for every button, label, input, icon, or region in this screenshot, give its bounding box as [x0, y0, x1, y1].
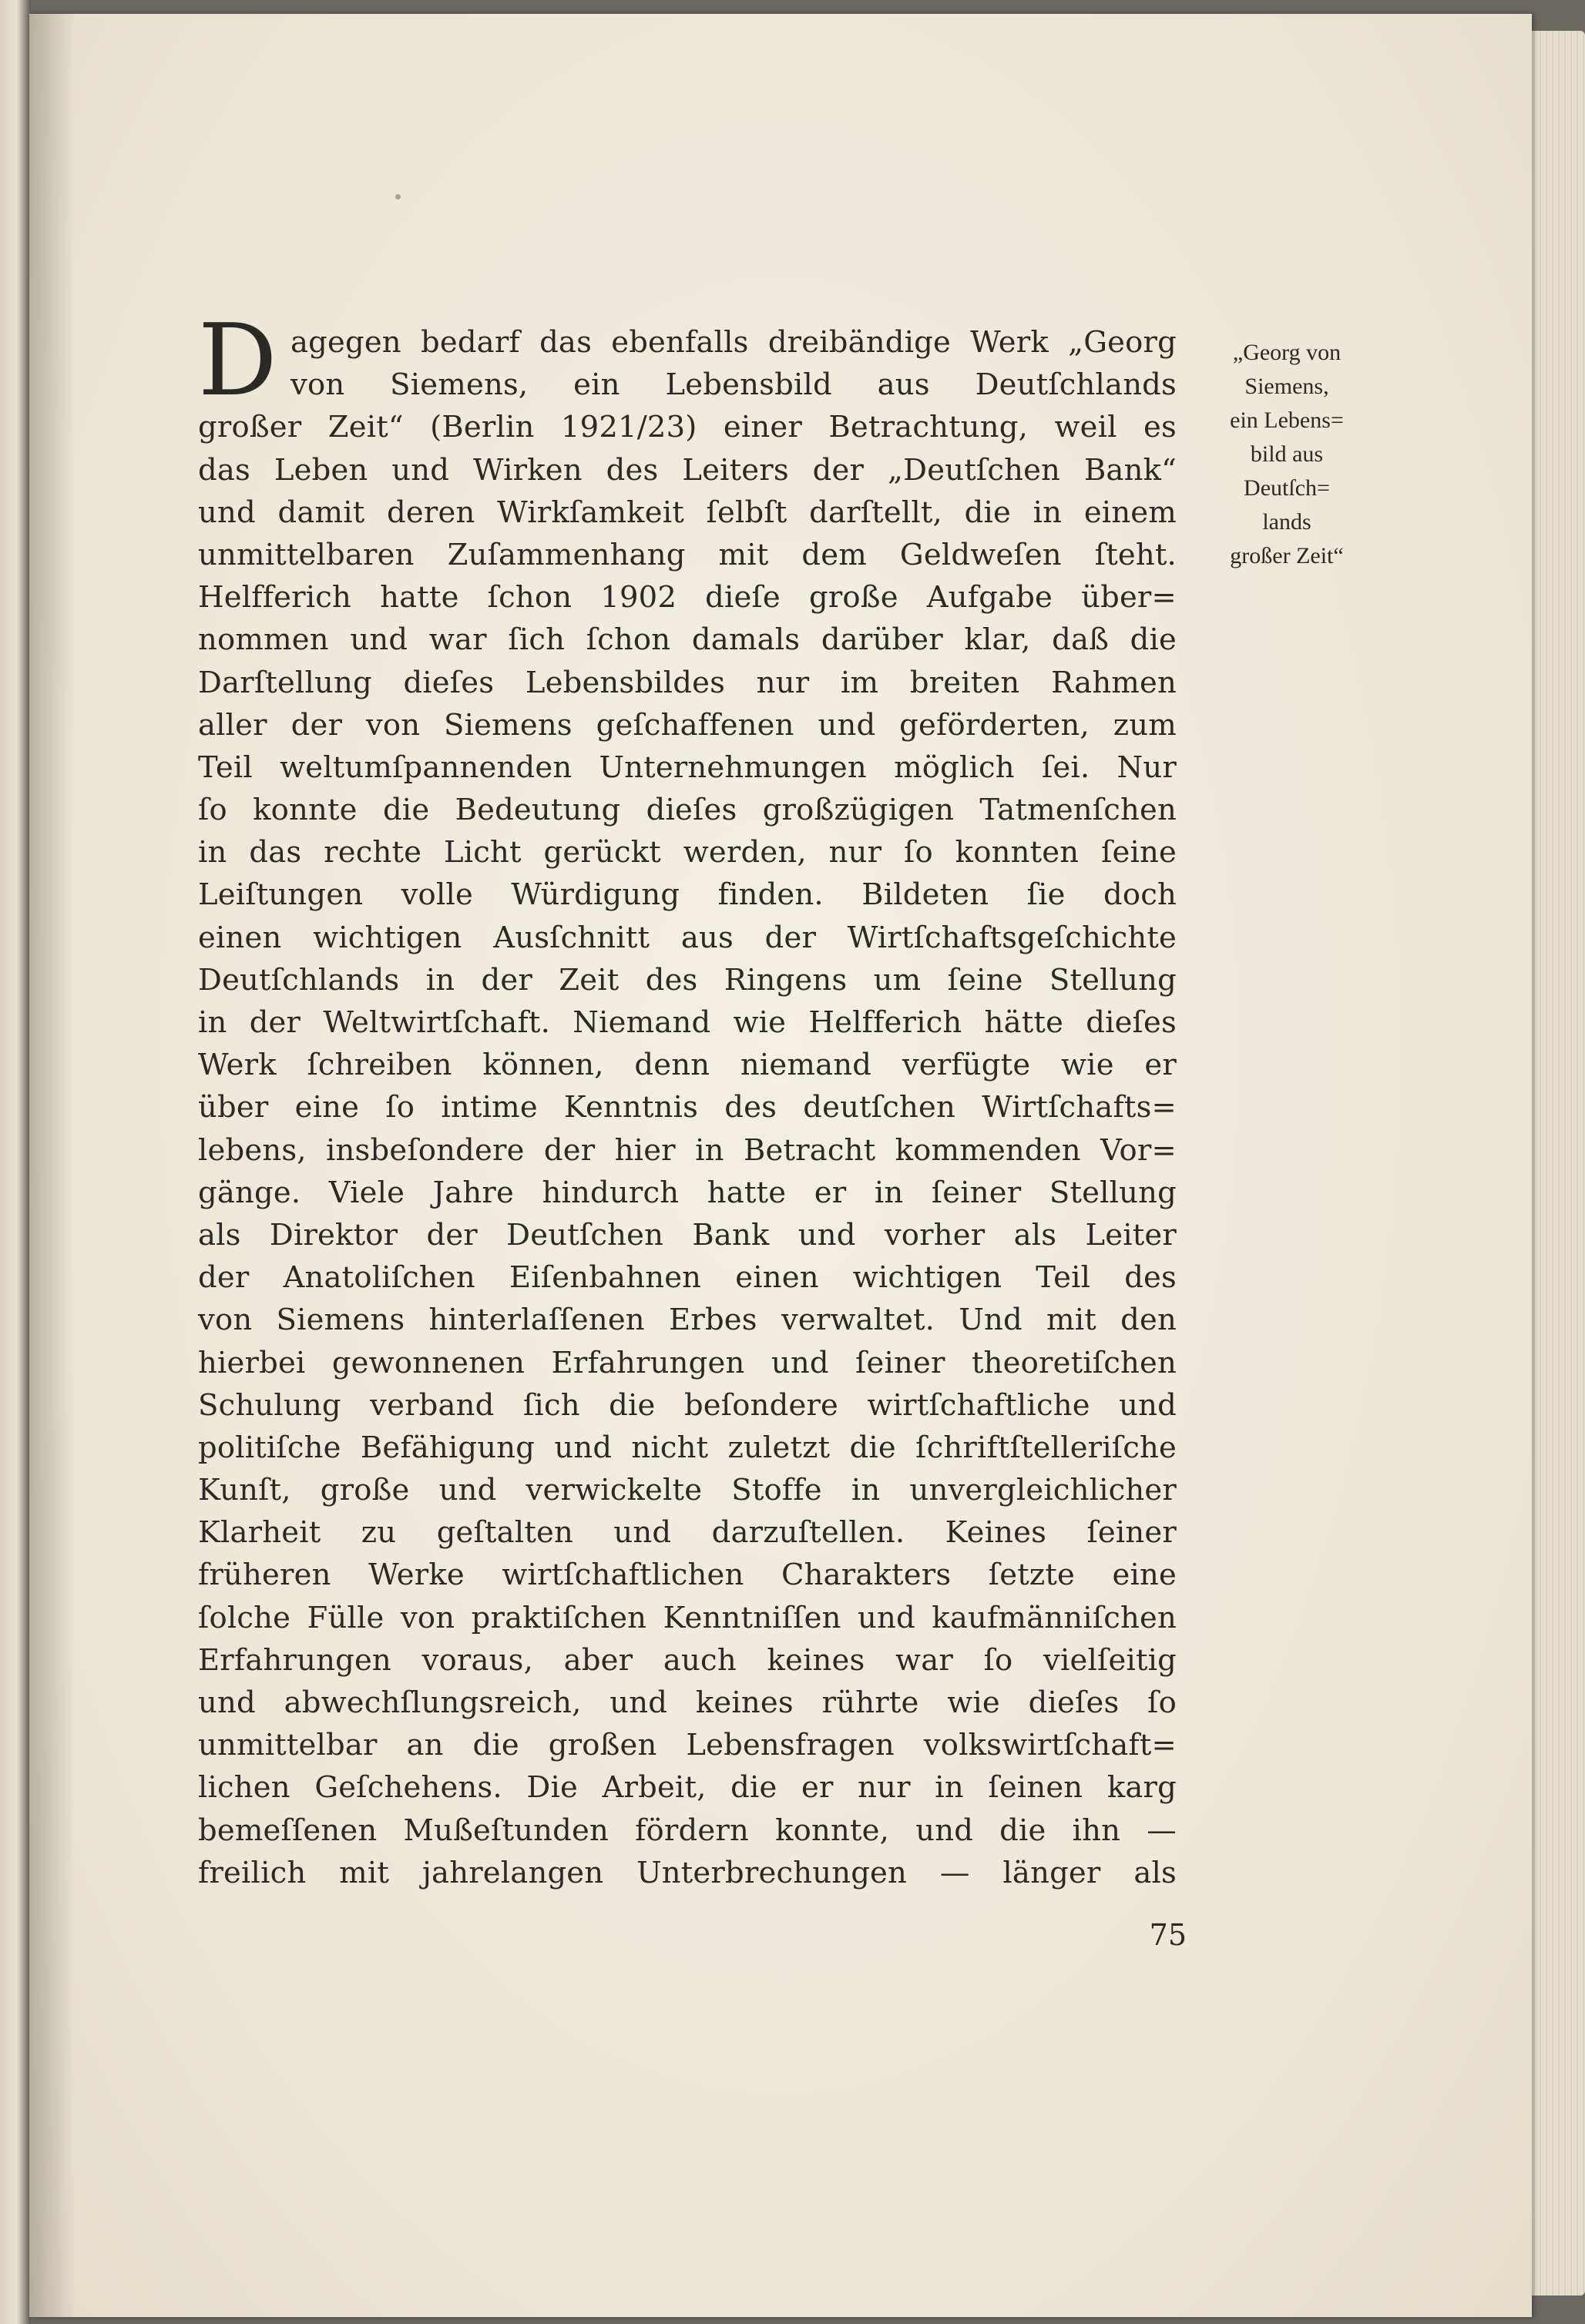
- marginal-note: [1202, 336, 1372, 573]
- facing-page-edge: [0, 0, 31, 2324]
- marginal-note-line: Deutſch=: [1244, 475, 1330, 501]
- text-line: Helfferich hatte ſchon 1902 dieſe große Aufgabe über=: [198, 580, 1177, 615]
- text-line: und abwechſlungsreich, und keines rührte wie dieſes ſo: [198, 1685, 1177, 1720]
- marginal-note-line: bild aus: [1250, 441, 1324, 467]
- page-number: 75: [1149, 1918, 1187, 1952]
- text-line: Schulung verband ſich die beſondere wirtſchaftliche und: [198, 1387, 1177, 1423]
- text-line: aller der von Siemens geſchaffenen und geförderten, zum: [198, 707, 1177, 743]
- text-line: gänge. Viele Jahre hindurch hatte er in ſeiner Stellung: [198, 1175, 1177, 1210]
- text-line: Werk ſchreiben können, denn niemand verfügte wie er: [198, 1048, 1177, 1083]
- drop-cap: D: [198, 303, 277, 418]
- paper-speck: [395, 194, 401, 200]
- marginal-note-line: großer Zeit“: [1230, 543, 1344, 568]
- text-line: in der Weltwirtſchaft. Niemand wie Helfferich hätte dieſes: [198, 1005, 1177, 1040]
- text-line: großer Zeit“ (Berlin 1921/23) einer Betrachtung, weil es: [198, 410, 1177, 445]
- gutter-shadow: [29, 14, 76, 2317]
- text-line: politiſche Befähigung und nicht zuletzt die ſchriftſtelleriſche: [198, 1430, 1177, 1465]
- text-line: in das rechte Licht gerückt werden, nur ſo konnten ſeine: [198, 835, 1177, 870]
- text-line: Teil weltumſpannenden Unternehmungen möglich ſei. Nur: [198, 750, 1177, 785]
- body-paragraph: [198, 303, 1177, 1894]
- text-line: agegen bedarf das ebenfalls dreibändige Werk „Georg: [290, 325, 1177, 360]
- text-line: unmittelbar an die großen Lebensfragen volkswirtſchaft=: [198, 1728, 1177, 1763]
- text-line: lichen Geſchehens. Die Arbeit, die er nur in ſeinen karg: [198, 1770, 1177, 1806]
- marginal-note-line: Siemens,: [1244, 374, 1329, 399]
- text-line: als Direktor der Deutſchen Bank und vorher als Leiter: [198, 1217, 1177, 1253]
- text-line: das Leben und Wirken des Leiters der „Deutſchen Bank“: [198, 452, 1177, 488]
- text-line: von Siemens, ein Lebensbild aus Deutſchlands: [290, 367, 1177, 403]
- text-line: hierbei gewonnenen Erfahrungen und ſeiner theoretiſchen: [198, 1345, 1177, 1380]
- text-line: und damit deren Wirkſamkeit ſelbſt darſtellt, die in einem: [198, 495, 1177, 530]
- text-line: bemeſſenen Mußeſtunden fördern konnte, und die ihn —: [198, 1813, 1177, 1848]
- text-line: ſo konnte die Bedeutung dieſes großzügigen Tatmenſchen: [198, 793, 1177, 828]
- text-line: Darſtellung dieſes Lebensbildes nur im breiten Rahmen: [198, 665, 1177, 700]
- text-line: unmittelbaren Zuſammenhang mit dem Geldweſen ſteht.: [198, 537, 1177, 572]
- text-line: Leiſtungen volle Würdigung finden. Bildeten ſie doch: [198, 877, 1177, 913]
- text-line: Deutſchlands in der Zeit des Ringens um ſeine Stellung: [198, 962, 1177, 998]
- text-line: Klarheit zu geſtalten und darzuſtellen. Keines ſeiner: [198, 1515, 1177, 1551]
- marginal-note-line: lands: [1262, 509, 1311, 535]
- text-line: einen wichtigen Ausſchnitt aus der Wirtſchaftsgeſchichte: [198, 920, 1177, 955]
- text-line: über eine ſo intime Kenntnis des deutſchen Wirtſchafts=: [198, 1090, 1177, 1125]
- text-line: der Anatoliſchen Eiſenbahnen einen wichtigen Teil des: [198, 1260, 1177, 1296]
- text-line: Kunſt, große und verwickelte Stoffe in unvergleichlicher: [198, 1473, 1177, 1508]
- text-line: Erfahrungen voraus, aber auch keines war ſo vielſeitig: [198, 1642, 1177, 1678]
- text-line: nommen und war ſich ſchon damals darüber klar, daß die: [198, 622, 1177, 658]
- text-line: lebens, insbeſondere der hier in Betracht kommenden Vor=: [198, 1132, 1177, 1168]
- marginal-note-line: ein Lebens=: [1230, 407, 1344, 433]
- text-line: früheren Werke wirtſchaftlichen Charakters ſetzte eine: [198, 1558, 1177, 1593]
- text-line: ſolche Fülle von praktiſchen Kenntniſſen und kaufmänniſchen: [198, 1600, 1177, 1635]
- text-line: freilich mit jahrelangen Unterbrechungen — länger als: [198, 1855, 1177, 1890]
- marginal-note-line: „Georg von: [1232, 340, 1342, 365]
- text-line: von Siemens hinterlaſſenen Erbes verwaltet. Und mit den: [198, 1303, 1177, 1338]
